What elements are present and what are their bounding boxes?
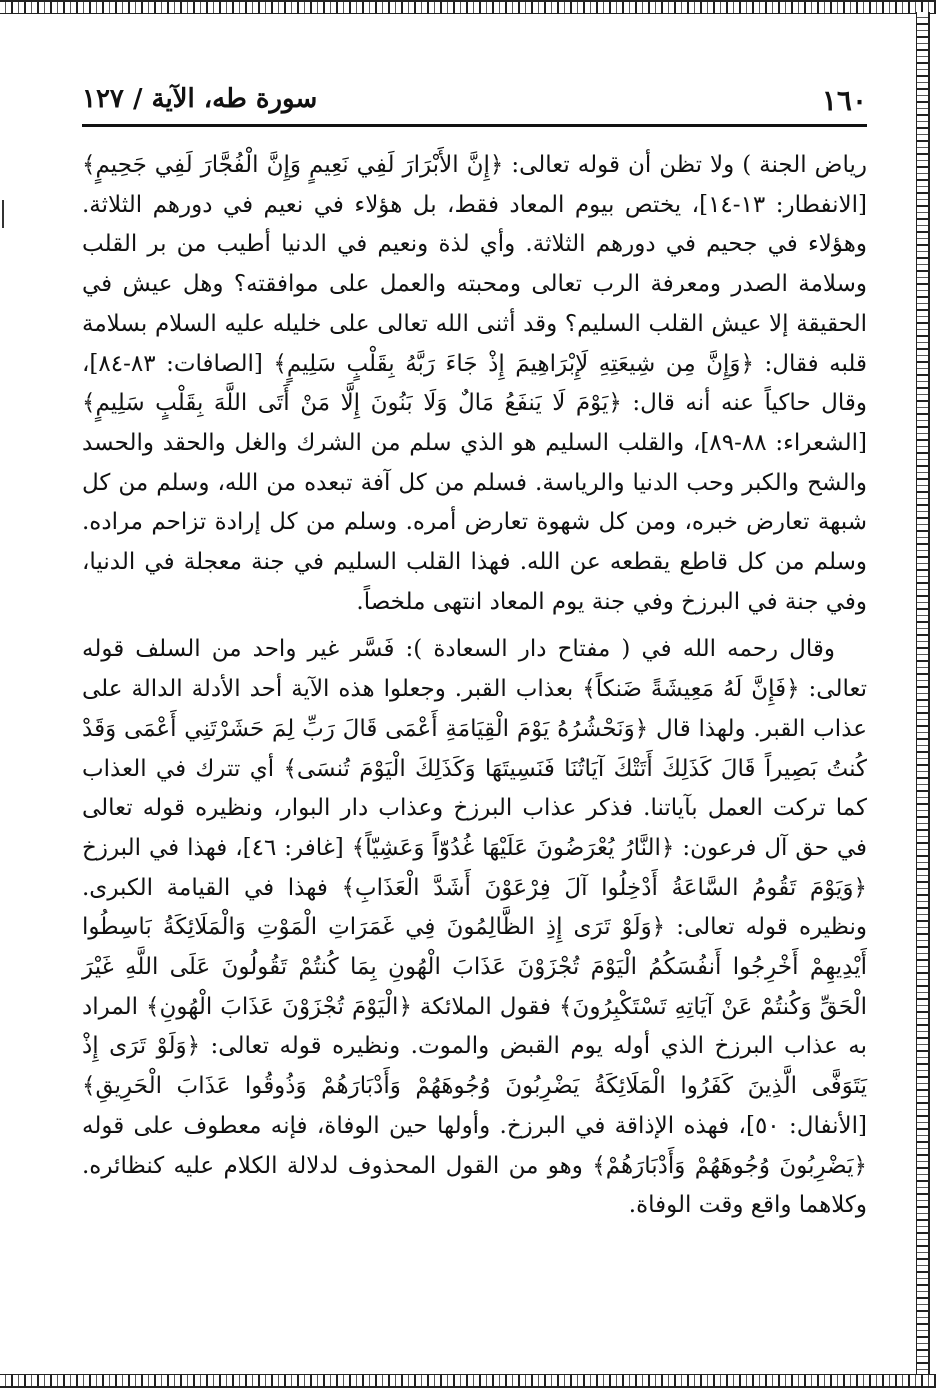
page-border-top xyxy=(0,0,936,14)
header-rule xyxy=(82,124,867,127)
body-text xyxy=(82,146,867,1226)
page-border-bottom xyxy=(0,1374,936,1388)
page-number: ١٦٠ xyxy=(821,84,867,117)
running-title: سورة طه، الآية / ١٢٧ xyxy=(82,84,318,114)
page-header xyxy=(82,78,867,124)
scan-edge-mark xyxy=(2,200,4,228)
page-border-right xyxy=(916,12,930,1376)
paragraph-1: رياض الجنة ) ولا تظن أن قوله تعالى: ﴿إِنَّ الأَبْرَارَ لَفِي نَعِيمٍ وَإِنَّ الْفُجَّارَ لَفِي جَحِيمٍ﴾ [الانفطار: ١٣-١٤]، يختص بيوم المعاد فقط، بل هؤلاء في نعيم في دورهم الثلاثة. وهؤلاء في جحيم في دورهم الثلاثة. وأي لذة ونعيم في الدنيا أطيب من بر القلب وسلامة الصدر ومعرفة الرب تعالى ومحبته والعمل على موافقته؟ وهل عيش في الحقيقة إلا عيش القلب السليم؟ وقد أثنى الله تعالى على خليله عليه السلام بسلامة قلبه فقال: ﴿وَإِنَّ مِن شِيعَتِهِ لَإِبْرَاهِيمَ إِذْ جَاءَ رَبَّهُ بِقَلْبٍ سَلِيمٍ﴾ [الصافات: ٨٣-٨٤]، وقال حاكياً عنه أنه قال: ﴿يَوْمَ لَا يَنفَعُ مَالٌ وَلَا بَنُونَ إِلَّا مَنْ أَتَى اللَّهَ بِقَلْبٍ سَلِيمٍ﴾ [الشعراء: ٨٨-٨٩]، والقلب السليم هو الذي سلم من الشرك والغل والحقد والحسد والشح والكبر وحب الدنيا والرياسة. فسلم من كل آفة تبعده من الله، وسلم من كل شبهة تعارض خبره، ومن كل شهوة تعارض أمره. وسلم من كل إرادة تزاحم مراده. وسلم من كل قاطع يقطعه عن الله. فهذا القلب السليم في جنة معجلة في الدنيا، وفي جنة في البرزخ وفي جنة يوم المعاد انتهى ملخصاً. xyxy=(82,152,867,615)
paragraph-2: وقال رحمه الله في ( مفتاح دار السعادة ): فَسَّر غير واحد من السلف قوله تعالى: ﴿فَإِنَّ لَهُ مَعِيشَةً ضَنكاً﴾ بعذاب القبر. وجعلوا هذه الآية أحد الأدلة الدالة على عذاب القبر. ولهذا قال ﴿وَنَحْشُرُهُ يَوْمَ الْقِيَامَةِ أَعْمَى قَالَ رَبِّ لِمَ حَشَرْتَنِي أَعْمَى وَقَدْ كُنتُ بَصِيراً قَالَ كَذَلِكَ أَتَتْكَ آيَاتُنَا فَنَسِيتَهَا وَكَذَلِكَ الْيَوْمَ تُنسَى﴾ أي تترك في العذاب كما تركت العمل بآياتنا. فذكر عذاب البرزخ وعذاب دار البوار، ونظيره قوله تعالى في حق آل فرعون: ﴿النَّارُ يُعْرَضُونَ عَلَيْهَا غُدُوّاً وَعَشِيّاً﴾ [غافر: ٤٦]، فهذا في البرزخ ﴿وَيَوْمَ تَقُومُ السَّاعَةُ أَدْخِلُوا آلَ فِرْعَوْنَ أَشَدَّ الْعَذَابِ﴾ فهذا في القيامة الكبرى. ونظيره قوله تعالى: ﴿وَلَوْ تَرَى إِذِ الظَّالِمُونَ فِي غَمَرَاتِ الْمَوْتِ وَالْمَلَائِكَةُ بَاسِطُوا أَيْدِيهِمْ أَخْرِجُوا أَنفُسَكُمُ الْيَوْمَ تُجْزَوْنَ عَذَابَ الْهُونِ بِمَا كُنتُمْ تَقُولُونَ عَلَى اللَّهِ غَيْرَ الْحَقِّ وَكُنتُمْ عَنْ آيَاتِهِ تَسْتَكْبِرُونَ﴾ فقول الملائكة ﴿الْيَوْمَ تُجْزَوْنَ عَذَابَ الْهُونِ﴾ المراد به عذاب البرزخ الذي أوله يوم القبض والموت. ونظيره قوله تعالى: ﴿وَلَوْ تَرَى إِذْ يَتَوَفَّى الَّذِينَ كَفَرُوا الْمَلَائِكَةُ يَضْرِبُونَ وُجُوهَهُمْ وَأَدْبَارَهُمْ وَذُوقُوا عَذَابَ الْحَرِيقِ﴾ [الأنفال: ٥٠]، فهذه الإذاقة في البرزخ. وأولها حين الوفاة، فإنه معطوف على قوله ﴿يَضْرِبُونَ وُجُوهَهُمْ وَأَدْبَارَهُمْ﴾ وهو من القول المحذوف لدلالة الكلام عليه كنظائره. وكلاهما واقع وقت الوفاة. xyxy=(82,636,868,1219)
